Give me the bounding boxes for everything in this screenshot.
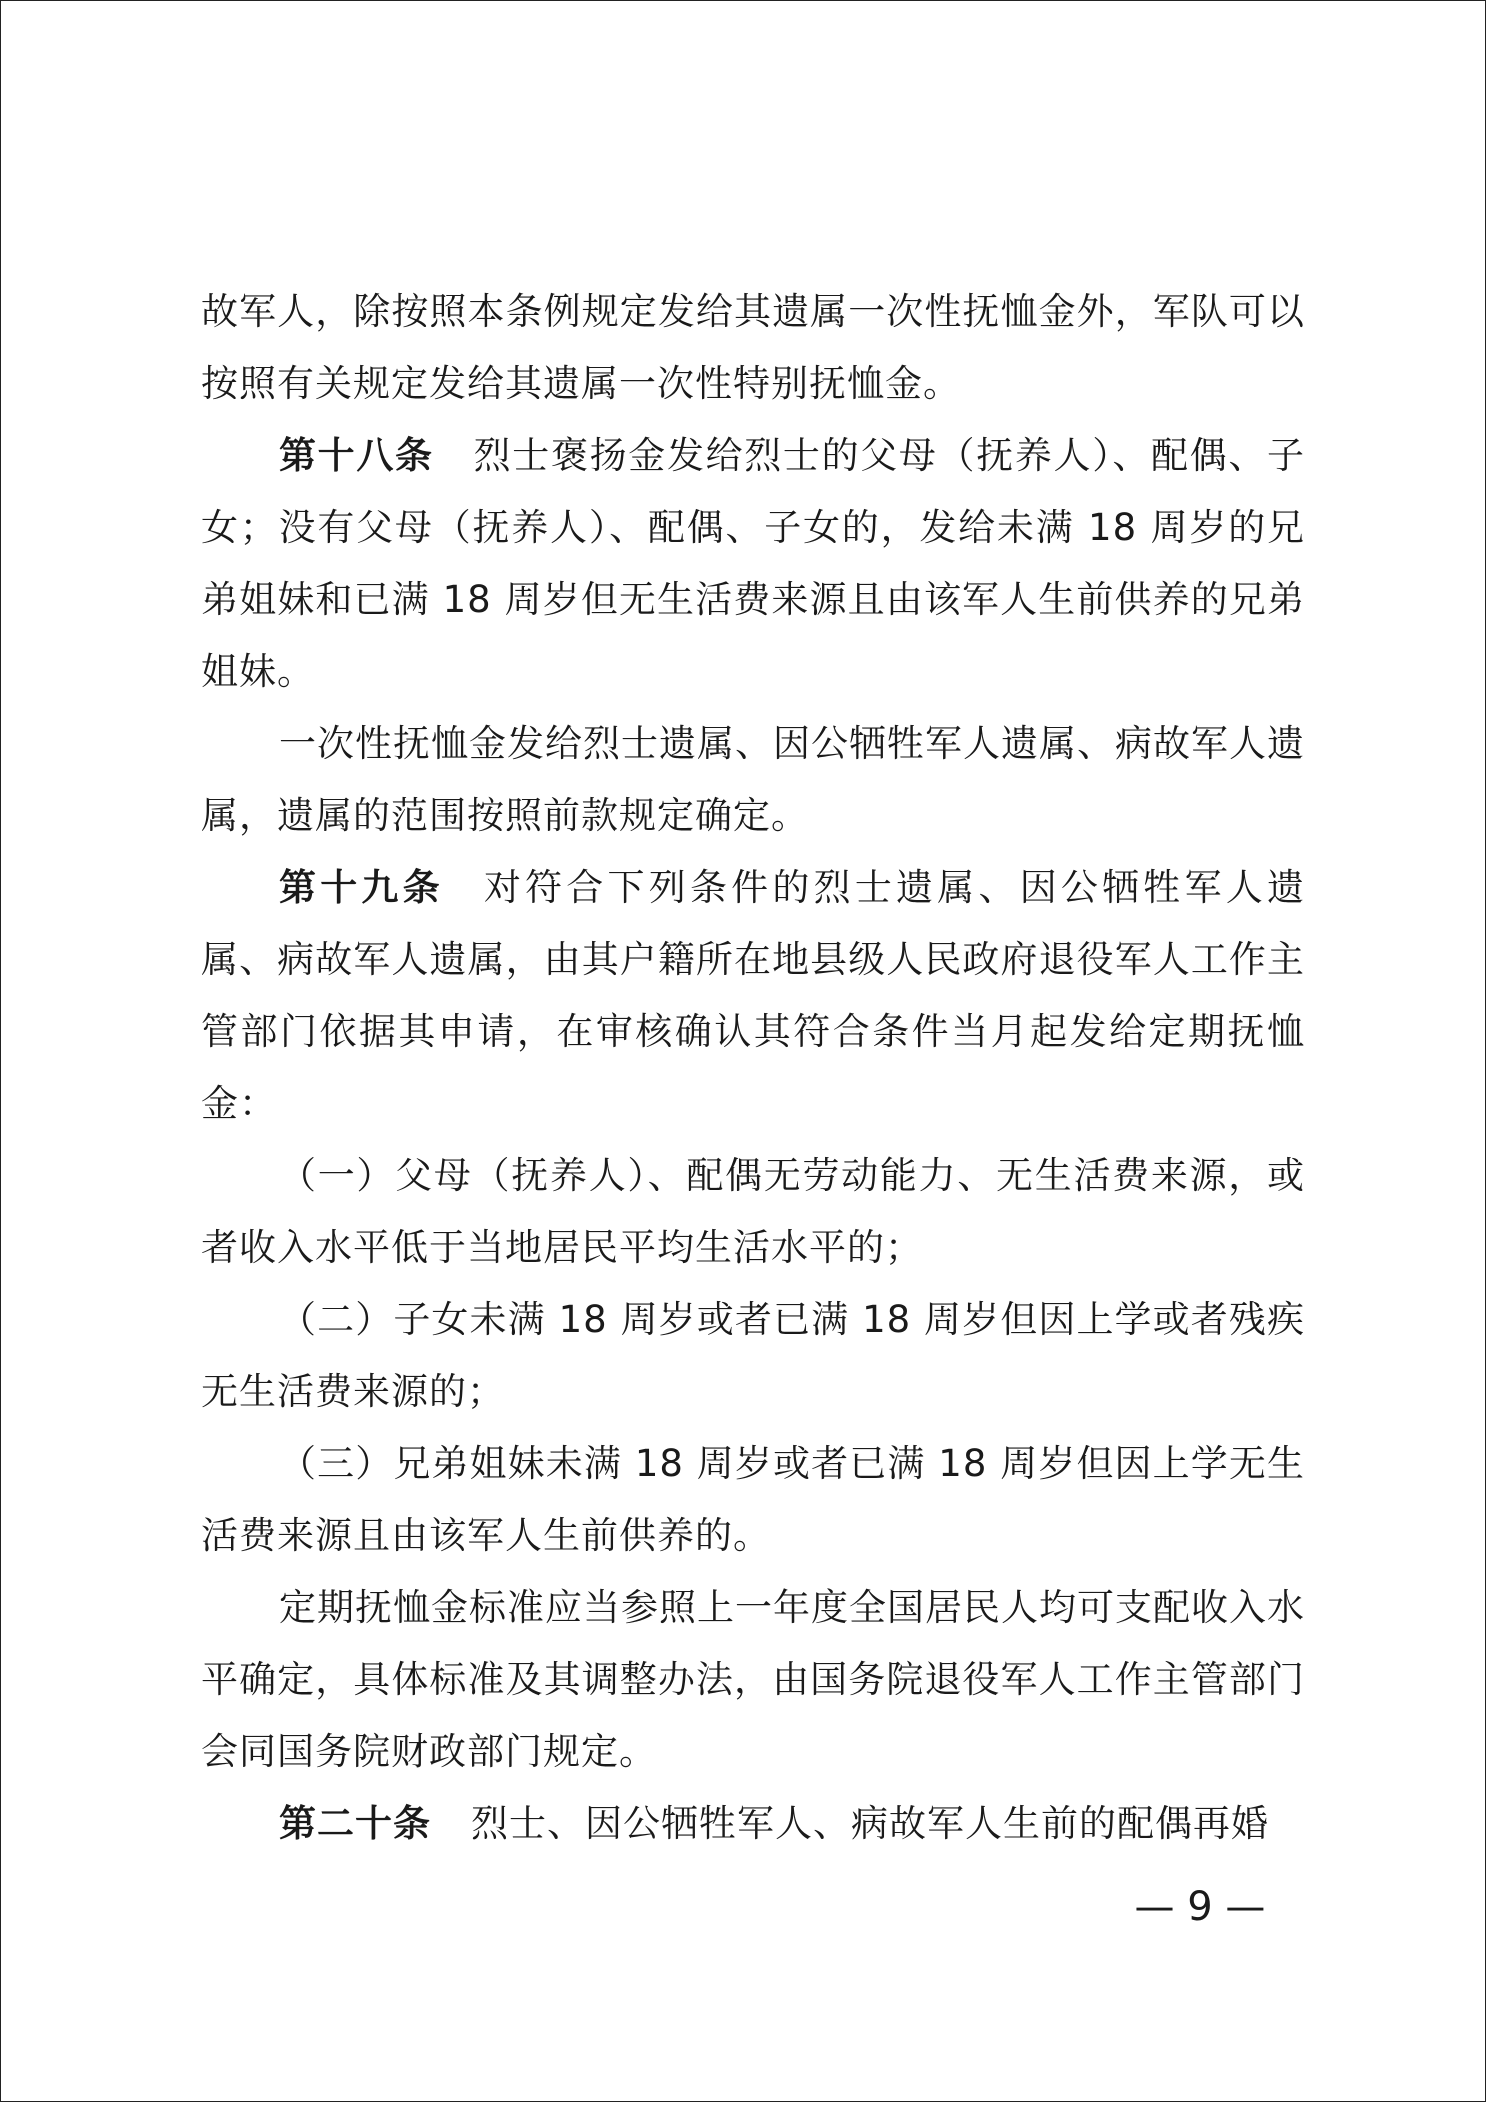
paragraph bbox=[201, 708, 1305, 852]
paragraph-text: 对符合下列条件的烈士遗属、因公牺牲军人遗属、病故军人遗属，由其户籍所在地县级人民政府退役军人工作主管部门依据其申请，在审核确认其符合条件当月起发给定期抚恤金： bbox=[201, 866, 1306, 1125]
paragraph bbox=[201, 1572, 1305, 1788]
paragraph-text: （二）子女未满 18 周岁或者已满 18 周岁但因上学或者残疾无生活费来源的； bbox=[201, 1298, 1305, 1413]
list-item bbox=[201, 1140, 1305, 1284]
paragraph-text: 定期抚恤金标准应当参照上一年度全国居民人均可支配收入水平确定，具体标准及其调整办法，由国务院退役军人工作主管部门会同国务院财政部门规定。 bbox=[201, 1586, 1305, 1773]
article-20 bbox=[201, 1788, 1305, 1860]
article-number: 第十八条 bbox=[279, 434, 434, 477]
list-item bbox=[201, 1284, 1305, 1428]
paragraph-continuation bbox=[201, 276, 1305, 420]
paragraph-text: 烈士褒扬金发给烈士的父母（抚养人）、配偶、子女；没有父母（抚养人）、配偶、子女的，发给未满 18 周岁的兄弟姐妹和已满 18 周岁但无生活费来源且由该军人生前供养的兄弟姐妹。 bbox=[201, 434, 1305, 693]
paragraph-text: 烈士、因公牺牲军人、病故军人生前的配偶再婚 bbox=[471, 1802, 1269, 1845]
list-item bbox=[201, 1428, 1305, 1572]
article-19 bbox=[201, 852, 1305, 1140]
paragraph-text: 故军人，除按照本条例规定发给其遗属一次性抚恤金外，军队可以按照有关规定发给其遗属一次性特别抚恤金。 bbox=[201, 290, 1305, 405]
paragraph-text: （三）兄弟姐妹未满 18 周岁或者已满 18 周岁但因上学无生活费来源且由该军人生前供养的。 bbox=[201, 1442, 1305, 1557]
article-number: 第二十条 bbox=[279, 1802, 431, 1845]
document-body bbox=[201, 276, 1305, 1860]
article-number: 第十九条 bbox=[279, 866, 444, 909]
article-18 bbox=[201, 420, 1305, 708]
paragraph-text: 一次性抚恤金发给烈士遗属、因公牺牲军人遗属、病故军人遗属，遗属的范围按照前款规定确定。 bbox=[201, 722, 1305, 837]
paragraph-text: （一）父母（抚养人）、配偶无劳动能力、无生活费来源，或者收入水平低于当地居民平均生活水平的； bbox=[201, 1154, 1305, 1269]
page-number: — 9 — bbox=[1134, 1884, 1266, 1930]
